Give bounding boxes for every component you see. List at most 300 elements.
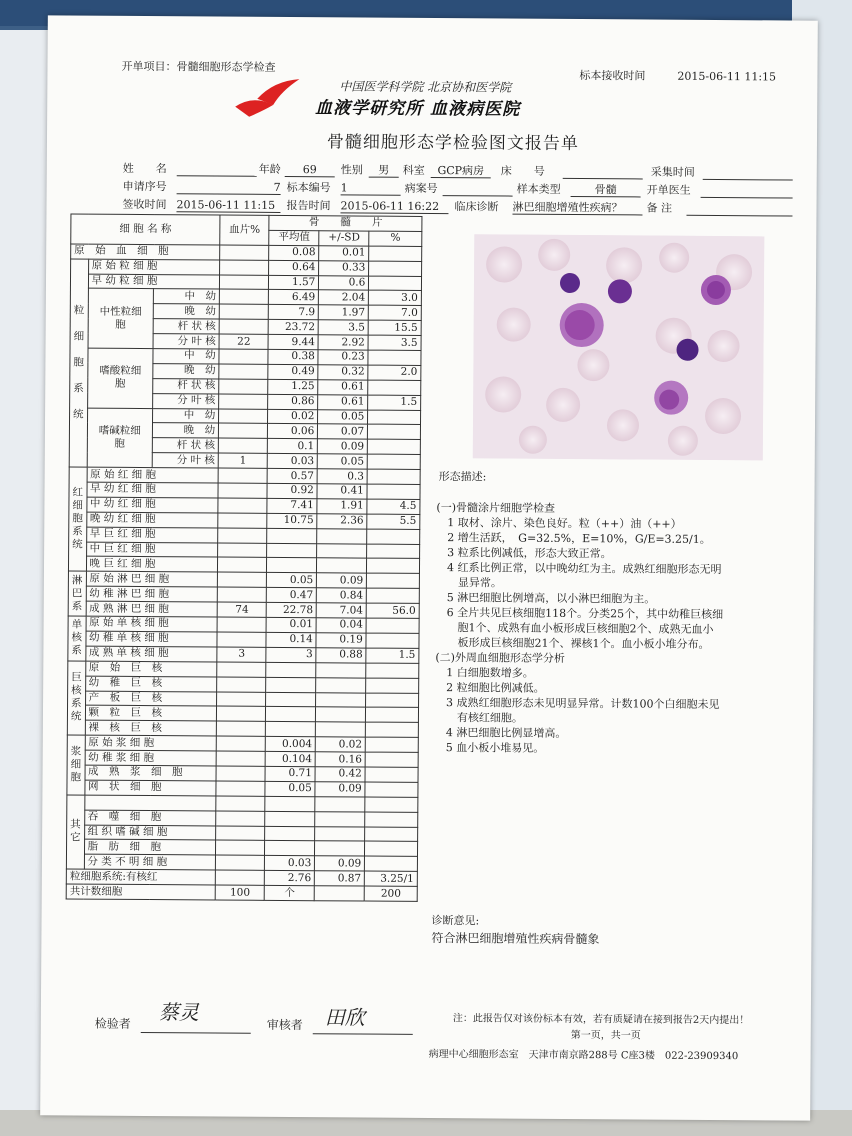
cell-name: 中 幼 [154, 289, 220, 304]
cell-sd [315, 826, 365, 841]
cell-name: 原 始 粒 细 胞 [88, 259, 220, 275]
cell-sd: 1.97 [319, 305, 369, 320]
ratio-sd: 0.87 [315, 871, 365, 886]
sample-no-value: 1 [341, 181, 401, 195]
cell-name: 晚 巨 红 细 胞 [86, 557, 218, 573]
header-sd: +/-SD [319, 231, 369, 246]
description-line: 6 全片共见巨核细胞118个。分类25个，其中幼稚巨核细 [435, 606, 724, 622]
sex-label: 性别 [340, 163, 363, 177]
cell-sd [316, 707, 366, 722]
cell-pct [365, 812, 418, 827]
cell-pct [366, 618, 419, 633]
table-header-row [71, 214, 422, 231]
description-line: 显异常。 [435, 576, 502, 590]
header-marrow: 骨 髓 片 [269, 215, 422, 231]
cell-name: 原 始 淋 巴 细 胞 [86, 571, 218, 587]
description-line: 3 成熟红细胞形态未见明显异常。计数100个白细胞未见 [435, 696, 720, 712]
cell-mean: 0.02 [268, 409, 318, 424]
cell-blood: 22 [219, 334, 268, 349]
cell-mean: 0.57 [268, 469, 318, 484]
cell-blood [217, 692, 266, 707]
cell-blood [217, 617, 266, 632]
cell-name: 晚 幼 [153, 304, 219, 319]
cell-pct [365, 752, 418, 767]
cell-name: 幼 稚 淋 巴 细 胞 [86, 586, 218, 602]
cell-name: 中 巨 红 细 胞 [86, 542, 218, 558]
cell-sd: 1.91 [317, 499, 367, 514]
cell-name: 幼 稚 浆 细 胞 [85, 750, 217, 766]
cell-mean: 0.03 [268, 454, 318, 469]
cell-blood [216, 751, 265, 766]
cell-blood [216, 736, 265, 751]
cell-mean: 0.004 [266, 737, 316, 752]
cell-sd: 0.05 [318, 409, 368, 424]
opinion-text: 符合淋巴细胞增殖性疾病骨髓象 [431, 931, 600, 947]
age-label: 年龄 [258, 162, 281, 176]
cell-mean: 0.05 [267, 573, 317, 588]
cell-mean: 0.86 [268, 394, 318, 409]
cell-blood [218, 468, 267, 483]
cell-mean: 0.05 [265, 781, 315, 796]
cell-blood [216, 855, 265, 870]
cell-blood [216, 796, 265, 811]
cell-sd [317, 528, 367, 543]
cell-blood [216, 781, 265, 796]
collect-field [703, 166, 793, 181]
cell-mean [267, 558, 317, 573]
cell-sd: 0.09 [317, 573, 367, 588]
cell-blood [218, 572, 267, 587]
cell-sd: 0.84 [317, 588, 367, 603]
description-line: 4 淋巴细胞比例显增高。 [434, 726, 567, 740]
cell-pct [365, 827, 418, 842]
cell-mean: 3 [266, 647, 316, 662]
doctor-label: 开单医生 [646, 183, 691, 197]
receive-time-label: 标本接收时间 [579, 69, 646, 83]
cell-pct [366, 678, 419, 693]
description-line: 4 红系比例正常，以中晚幼红为主。成熟红细胞形态无明 [435, 561, 722, 577]
cell-blood [216, 766, 265, 781]
cell-sd: 3.5 [318, 320, 368, 335]
reviewer-signature: 田欣 [324, 1005, 365, 1030]
cell-mean: 0.92 [267, 483, 317, 498]
cell-blood [218, 513, 267, 528]
cell-pct: 5.5 [367, 514, 420, 529]
doctor-field [701, 184, 793, 199]
cell-sd: 0.61 [318, 380, 368, 395]
cell-mean [267, 528, 317, 543]
description-line: 5 淋巴细胞比例增高，以小淋巴细胞为主。 [435, 591, 656, 606]
cell-blood: 1 [218, 453, 267, 468]
cell-pct [369, 276, 422, 291]
cell-name: 原 始 浆 细 胞 [85, 735, 217, 751]
cell-pct [366, 707, 419, 722]
cell-mean [266, 662, 316, 677]
hospital-name-line1: 中国医学科学院 北京协和医学院 [339, 79, 512, 95]
table-row [70, 288, 421, 305]
cell-sd: 0.3 [317, 469, 367, 484]
case-field [443, 182, 513, 196]
cell-mean [267, 543, 317, 558]
cell-pct: 1.5 [366, 648, 419, 663]
cell-name: 早 巨 红 细 胞 [86, 527, 218, 543]
cell-mean: 0.08 [269, 245, 319, 260]
cell-mean [266, 677, 316, 692]
cell-blood [216, 840, 265, 855]
cell-sd: 0.05 [318, 454, 368, 469]
cell-pct: 56.0 [366, 603, 419, 618]
cell-name: 颗 粒 巨 核 [85, 705, 217, 721]
cell-name: 产 板 巨 核 [85, 691, 217, 707]
cell-mean: 1.25 [268, 379, 318, 394]
description-line: (二)外周血细胞形态学分析 [435, 651, 566, 665]
ratio-blood [215, 870, 264, 885]
inspector-signature: 蔡灵 [158, 1000, 199, 1025]
cell-pct [368, 410, 421, 425]
report-time-value: 2015-06-11 16:22 [340, 199, 448, 214]
cell-sd: 0.02 [316, 737, 366, 752]
cell-sd: 0.23 [318, 350, 368, 365]
diag-label: 临床诊断 [454, 200, 499, 214]
report-paper [40, 15, 818, 1120]
description-line: 1 取材、涂片、染色良好。粒（++）油（++） [436, 516, 682, 531]
table-row [70, 408, 421, 425]
cell-mean: 0.14 [266, 632, 316, 647]
age-value: 69 [285, 163, 335, 177]
description-line: 3 粒系比例减低，形态大致正常。 [436, 546, 612, 561]
cell-name: 中 幼 红 细 胞 [86, 497, 218, 513]
cell-pct: 7.0 [369, 305, 422, 320]
cell-mean [265, 826, 315, 841]
cell-blood [219, 379, 268, 394]
sample-type-value: 骨髓 [571, 183, 641, 197]
cell-mean: 0.01 [266, 617, 316, 632]
cell-pct [367, 544, 420, 559]
cell-sd: 0.41 [317, 484, 367, 499]
cell-blood [219, 394, 268, 409]
cell-blood [218, 558, 267, 573]
cell-name: 分 叶 核 [153, 334, 219, 349]
hospital-name-line2: 血液学研究所 血液病医院 [315, 98, 521, 120]
total-unit: 个 [265, 885, 315, 900]
cell-blood [219, 289, 268, 304]
cell-mean: 22.78 [267, 603, 317, 618]
cell-pct [367, 529, 420, 544]
cell-sd: 2.92 [318, 335, 368, 350]
total-blank [315, 886, 365, 901]
name-field [177, 162, 257, 177]
cell-mean: 7.41 [267, 498, 317, 513]
receive-time: 2015-06-11 11:15 [677, 69, 777, 84]
cell-pct [366, 663, 419, 678]
cell-blood [218, 498, 267, 513]
cell-sd: 0.04 [316, 618, 366, 633]
cell-blood [217, 677, 266, 692]
cell-blood [219, 349, 268, 364]
description-line: 板形成巨核细胞21个、裸核1个。血小板小堆分布。 [435, 636, 710, 651]
cell-name: 脂 肪 细 胞 [84, 840, 216, 856]
description-line: 2 粒细胞比例减低。 [435, 681, 545, 695]
cell-pct [365, 782, 418, 797]
cell-name: 组 织 嗜 碱 细 胞 [84, 825, 216, 841]
sample-type-label: 样本类型 [516, 182, 561, 196]
check-time-label: 签收时间 [122, 197, 167, 212]
cell-sd: 0.16 [315, 752, 365, 767]
cell-sd [316, 722, 366, 737]
note-field [686, 202, 792, 217]
sample-no-label: 标本编号 [286, 180, 331, 195]
cell-blood [216, 811, 265, 826]
cell-pct: 3.0 [369, 291, 422, 306]
cell-name: 早 幼 红 细 胞 [86, 482, 218, 498]
group-eosinophil: 嗜酸粒细 胞 [87, 348, 153, 408]
cell-sd: 2.36 [317, 514, 367, 529]
cell-name: 分 叶 核 [152, 453, 218, 468]
cell-blood [219, 319, 268, 334]
cell-pct: 2.0 [368, 365, 421, 380]
header-blood: 血片% [220, 215, 269, 245]
marrow-micrograph-image [473, 234, 765, 460]
reviewer-label: 审核者 [266, 1017, 303, 1033]
cell-name: 杆 状 核 [153, 378, 219, 393]
cell-pct [368, 425, 421, 440]
cell-mean: 9.44 [268, 334, 318, 349]
cell-mean: 0.06 [268, 424, 318, 439]
cell-pct [368, 439, 421, 454]
cell-mean: 0.64 [269, 260, 319, 275]
cell-pct [365, 767, 418, 782]
header-mean: 平均值 [269, 230, 319, 245]
cell-name: 幼 稚 巨 核 [85, 676, 217, 692]
cell-blood [220, 245, 269, 260]
cell-sd: 0.33 [319, 260, 369, 275]
total-blood: 100 [215, 885, 264, 900]
cell-mean: 0.104 [266, 751, 316, 766]
cell-sd: 0.19 [316, 633, 366, 648]
description-line: 胞1个、成熟有血小板形成巨核细胞2个、成熟无血小 [435, 621, 714, 636]
group-erythroid: 红 细 胞 系 统 [68, 467, 86, 571]
cell-name: 成 熟 浆 细 胞 [85, 765, 217, 781]
cell-count-table [66, 213, 423, 901]
cell-blood [217, 587, 266, 602]
morph-description [435, 500, 797, 758]
cell-sd [316, 662, 366, 677]
ratio-label: 粒细胞系统:有核红 [66, 869, 215, 885]
cell-name: 晚 幼 红 细 胞 [86, 512, 218, 528]
cell-blood [220, 260, 269, 275]
cell-pct: 1.5 [368, 395, 421, 410]
cell-name: 早 幼 粒 细 胞 [88, 274, 220, 290]
cell-name: 原 始 单 核 细 胞 [86, 616, 218, 632]
cell-pct [366, 737, 419, 752]
cell-blood [220, 275, 269, 290]
report-time-label: 报告时间 [286, 198, 331, 213]
cell-mean: 0.71 [265, 766, 315, 781]
cell-mean: 7.9 [269, 305, 319, 320]
apply-value: 7 [177, 180, 281, 195]
total-row [66, 884, 417, 901]
cell-mean [266, 692, 316, 707]
description-line: 1 白细胞数增多。 [435, 666, 534, 680]
cell-sd [317, 543, 367, 558]
total-label: 共计数细胞 [66, 884, 215, 900]
cell-blood: 3 [217, 647, 266, 662]
cell-pct [366, 693, 419, 708]
cell-pct [365, 797, 418, 812]
cell-pct [369, 261, 422, 276]
cell-blood [218, 543, 267, 558]
cell-blood [217, 632, 266, 647]
cell-pct [367, 484, 420, 499]
collect-label: 采集时间 [650, 165, 695, 179]
cell-mean: 0.47 [267, 588, 317, 603]
cell-name: 杆 状 核 [152, 438, 218, 453]
cell-name: 中 幼 [153, 408, 219, 423]
cell-mean [266, 707, 316, 722]
cell-blood: 74 [217, 602, 266, 617]
cell-mean: 0.49 [268, 364, 318, 379]
cell-sd: 0.09 [315, 782, 365, 797]
cell-sd: 0.01 [319, 246, 369, 261]
cell-sd [315, 841, 365, 856]
ratio-mean: 2.76 [265, 871, 315, 886]
morph-title: 形态描述: [438, 470, 487, 484]
sex-value: 男 [369, 164, 399, 178]
description-line: 有核红细胞。 [434, 711, 523, 725]
cell-mean [265, 841, 315, 856]
cell-blood [219, 409, 268, 424]
diag-value: 淋巴细胞增殖性疾病？ [512, 201, 642, 216]
cell-name: 晚 幼 [153, 363, 219, 378]
cell-blood [216, 826, 265, 841]
cell-pct [365, 856, 418, 871]
cell-mean: 0.38 [268, 349, 318, 364]
cell-sd: 2.04 [319, 290, 369, 305]
cell-pct [366, 633, 419, 648]
cell-pct: 15.5 [368, 320, 421, 335]
cell-blood [219, 423, 268, 438]
cell-name: 网 状 细 胞 [84, 780, 216, 796]
case-label: 病案号 [404, 181, 438, 196]
description-line: (一)骨髓涂片细胞学检查 [436, 501, 556, 515]
cell-name: 成 熟 淋 巴 细 胞 [86, 601, 218, 617]
group-granulocyte: 粒 细 胞 系 统 [69, 259, 88, 468]
cell-name: 幼 稚 单 核 细 胞 [85, 631, 217, 647]
group-lymphoid: 淋 巴 系 [68, 571, 86, 616]
cell-sd: 0.09 [315, 856, 365, 871]
table-row [70, 348, 421, 365]
lab-address: 病理中心细胞形态室 天津市南京路288号 C座3楼 022-23909340 [428, 1049, 739, 1063]
cell-name [84, 795, 216, 811]
cell-pct [367, 559, 420, 574]
group-basophil: 嗜碱粒细 胞 [87, 408, 153, 468]
group-megakaryocyte: 巨 核 系 统 [67, 661, 85, 736]
cell-name: 晚 幼 [153, 423, 219, 438]
cell-name: 成 熟 单 核 细 胞 [85, 646, 217, 662]
cell-pct: 4.5 [367, 499, 420, 514]
note-label: 备 注 [646, 201, 673, 215]
page-info: 第一页，共一页 [570, 1030, 641, 1042]
cell-name: 中 幼 [153, 349, 219, 364]
cell-blood [218, 483, 267, 498]
cell-sd [316, 677, 366, 692]
cell-blood [219, 364, 268, 379]
cell-blood [217, 662, 266, 677]
order-item: 开单项目：骨髓细胞形态学检查 [121, 59, 276, 74]
check-time-value: 2015-06-11 11:15 [176, 198, 280, 213]
name-label: 姓 名 [122, 161, 167, 176]
cell-mean: 23.72 [269, 320, 319, 335]
report-title: 骨髓细胞形态学检验图文报告单 [326, 132, 580, 155]
cell-sd [315, 811, 365, 826]
dept-value: GCP病房 [431, 164, 491, 178]
footnote: 注：此报告仅对该份标本有效，若有质疑请在接到报告2天内提出！ [452, 1013, 750, 1027]
cell-mean [265, 796, 315, 811]
cell-sd: 0.6 [319, 275, 369, 290]
cell-mean: 0.1 [268, 439, 318, 454]
cell-name: 原 始 血 细 胞 [71, 244, 220, 260]
group-other: 其 它 [66, 795, 84, 870]
cell-name: 原 始 巨 核 [85, 661, 217, 677]
cell-blood [216, 721, 265, 736]
cell-name: 杆 状 核 [153, 319, 219, 334]
cell-mean: 0.03 [265, 856, 315, 871]
cell-pct [367, 454, 420, 469]
description-line: 5 血小板小堆易见。 [434, 741, 545, 755]
cell-name: 原 始 红 细 胞 [87, 467, 219, 483]
cell-sd: 0.09 [318, 439, 368, 454]
group-neutrophil: 中性粒细 胞 [88, 289, 154, 349]
cell-mean: 10.75 [267, 513, 317, 528]
header-pct: % [369, 231, 422, 246]
cell-mean: 6.49 [269, 290, 319, 305]
dept-label: 科室 [402, 163, 425, 177]
cell-sd [316, 692, 366, 707]
total-marrow: 200 [364, 886, 417, 901]
apply-label: 申请序号 [122, 179, 167, 194]
cell-name: 吞 噬 细 胞 [84, 810, 216, 826]
cell-pct [367, 588, 420, 603]
cell-name: 裸 核 巨 核 [85, 720, 217, 736]
cell-sd [315, 796, 365, 811]
cell-pct [368, 380, 421, 395]
cell-pct [367, 573, 420, 588]
bed-label: 床 号 [500, 164, 545, 178]
hospital-logo-icon [233, 77, 303, 119]
cell-mean [266, 722, 316, 737]
cell-blood [219, 304, 268, 319]
cell-sd: 0.61 [318, 394, 368, 409]
cell-sd [317, 558, 367, 573]
cell-sd: 7.04 [317, 603, 367, 618]
group-plasma: 浆 细 胞 [67, 735, 85, 795]
cell-blood [218, 438, 267, 453]
cell-sd: 0.32 [318, 365, 368, 380]
cell-mean: 1.57 [269, 275, 319, 290]
cell-blood [217, 706, 266, 721]
cell-sd: 0.88 [316, 648, 366, 663]
inspector-label: 检验者 [94, 1016, 131, 1031]
cell-pct: 3.5 [368, 335, 421, 350]
cell-pct [367, 469, 420, 484]
cell-blood [218, 528, 267, 543]
cell-pct [365, 841, 418, 856]
cell-pct [366, 722, 419, 737]
opinion-title: 诊断意见: [431, 914, 480, 928]
description-line: 2 增生活跃， G=32.5%，E=10%，G/E=3.25/1。 [436, 531, 711, 546]
cell-name: 分 叶 核 [153, 393, 219, 408]
cell-sd: 0.07 [318, 424, 368, 439]
